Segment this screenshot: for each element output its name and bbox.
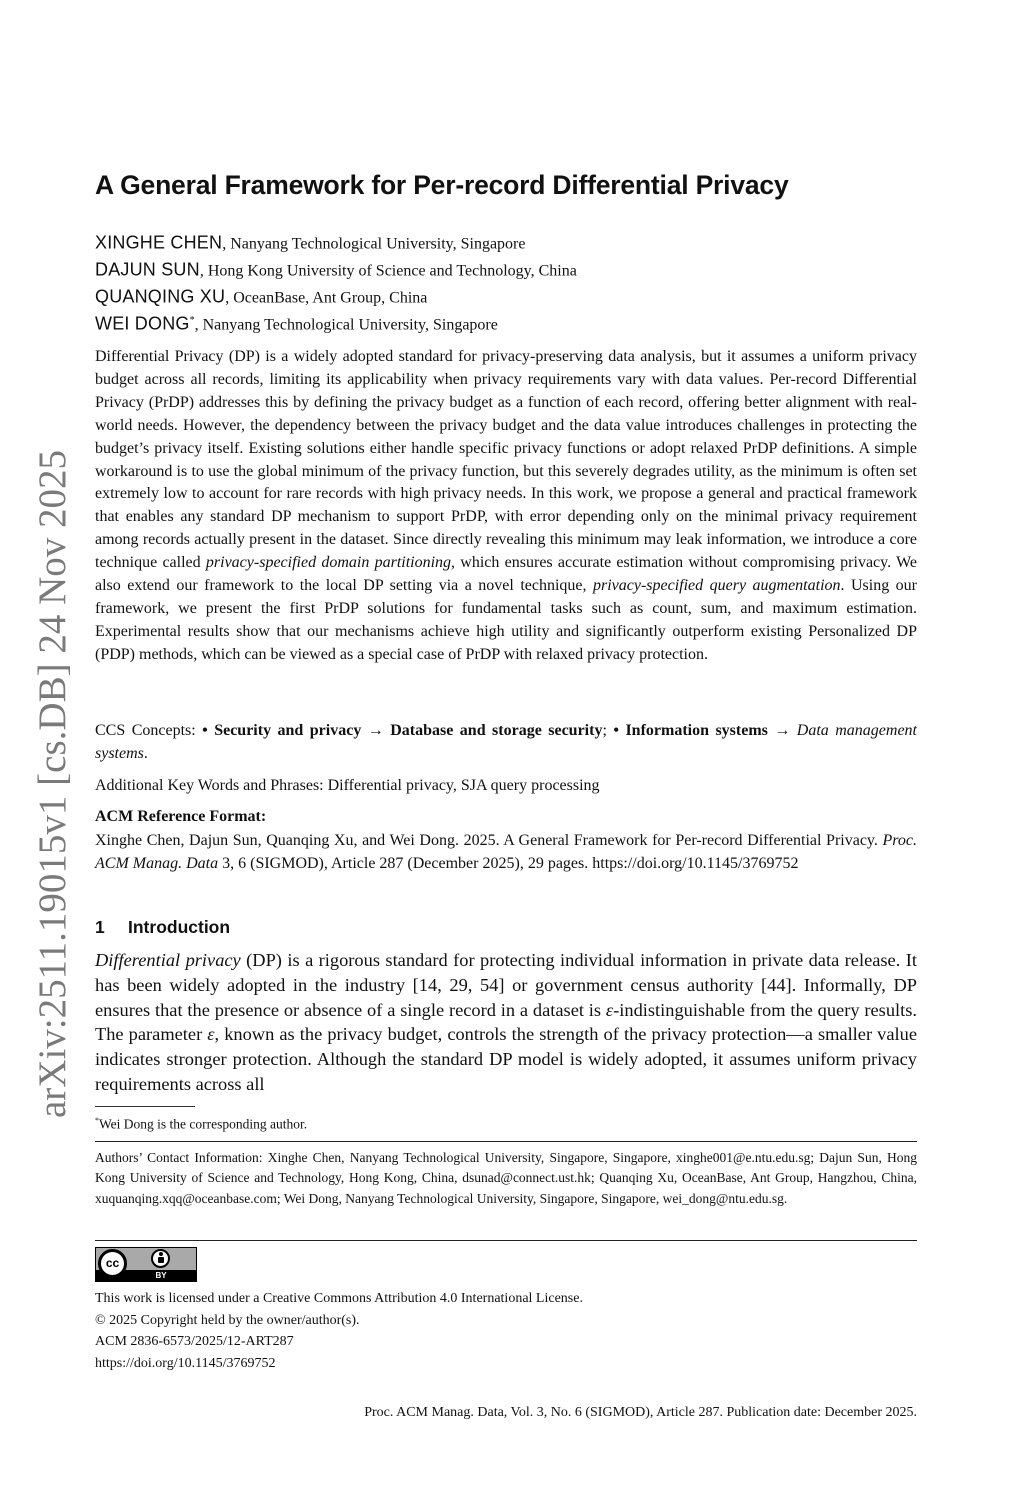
ccs-concepts bbox=[95, 720, 917, 765]
license-block bbox=[95, 1288, 583, 1374]
ccs-bullet: • bbox=[613, 722, 626, 739]
abstract-text: Differential Privacy (DP) is a widely adopted standard for privacy-preserving data analysis, but it assumes a uniform privacy budget across all records, limiting its applicability when privacy requirements vary with data values. Per-record Differential Privacy (PrDP) addresses this by defining the privacy budget as a function of each record, offering better alignment with real-world needs. However, the dependency between the privacy budget and the data value introduces challenges in protecting the budget’s privacy itself. Existing solutions either handle specific privacy functions or adopt relaxed PrDP definitions. A simple workaround is to use the global minimum of the privacy function, but this severely degrades utility, as the minimum is often set extremely low to account for rare records with high privacy needs. In this work, we propose a general and practical framework that enables any standard DP mechanism to support PrDP, with error depending only on the minimal privacy requirement among records actually present in the dataset. Since directly revealing this minimum may leak information, we introduce a core technique called bbox=[95, 348, 917, 572]
acm-id-line: ACM 2836-6573/2025/12-ART287 bbox=[95, 1334, 294, 1349]
footnote bbox=[95, 1112, 307, 1134]
intro-term: Differential privacy bbox=[95, 950, 241, 970]
author-name: WEI DONG bbox=[95, 313, 190, 334]
reference-journal: Proc. ACM Manag. Data bbox=[95, 832, 917, 872]
ccs-concept: Security and privacy bbox=[214, 722, 362, 739]
cc-icon-text: cc bbox=[105, 1256, 120, 1270]
footnote-divider bbox=[95, 1106, 195, 1107]
ccs-separator: ; bbox=[602, 722, 614, 739]
ccs-concept: Data management systems bbox=[95, 722, 918, 762]
contact-top-divider bbox=[95, 1141, 917, 1142]
by-label: BY bbox=[155, 1271, 167, 1280]
author-entry bbox=[95, 280, 577, 307]
section-heading bbox=[95, 917, 230, 938]
ccs-bullet: • bbox=[202, 722, 215, 739]
reference-heading: ACM Reference Format: bbox=[95, 808, 267, 825]
author-mark: * bbox=[189, 315, 195, 326]
attribution-person-icon bbox=[151, 1249, 170, 1268]
reference-part: 3, 6 (SIGMOD), Article 287 (December 2025), 29 pages. https://doi.org/10.1145/3769752 bbox=[218, 854, 799, 872]
author-name: QUANQING XU bbox=[95, 286, 226, 307]
reference-part: Xinghe Chen, Dajun Sun, Quanqing Xu, and Wei Dong. 2025. A General Framework for Per-record Differential Privacy. bbox=[95, 832, 883, 849]
abstract-emphasis: privacy-specified domain partitioning bbox=[205, 554, 452, 572]
author-name: XINGHE CHEN bbox=[95, 232, 223, 253]
author-affiliation: , Nanyang Technological University, Singapore bbox=[222, 235, 526, 253]
intro-paragraph bbox=[95, 948, 917, 1097]
section-title: Introduction bbox=[128, 917, 231, 937]
arxiv-id-text: arXiv:2511.19015v1 [cs.DB] 24 Nov 2025 bbox=[31, 450, 74, 1118]
contact-bottom-divider bbox=[95, 1240, 917, 1241]
author-affiliation: , Hong Kong University of Science and Technology, China bbox=[199, 262, 577, 280]
abstract-text: , which ensures accurate estimation without compromising privacy. We also extend our framework to the local DP setting via a novel technique, bbox=[95, 554, 918, 595]
author-entry bbox=[95, 253, 577, 280]
ccs-concept: Information systems bbox=[625, 722, 768, 739]
doi-line: https://doi.org/10.1145/3769752 bbox=[95, 1355, 276, 1371]
author-list bbox=[95, 226, 577, 334]
author-affiliation: , Nanyang Technological University, Singapore bbox=[194, 316, 498, 334]
ccs-label: CCS Concepts: bbox=[95, 722, 203, 739]
ccs-arrow: → bbox=[767, 722, 797, 739]
person-body-shape bbox=[158, 1257, 164, 1263]
author-affiliation: , OceanBase, Ant Group, China bbox=[225, 289, 428, 307]
intro-text: , known as the privacy budget, controls the strength of the privacy protection—a smaller value indicates stronger protection. Although the standard DP model is widely adopted, it assumes uniform privacy requirements across all bbox=[95, 1024, 917, 1094]
section-number: 1 bbox=[95, 917, 105, 937]
license-line: This work is licensed under a Creative Commons Attribution 4.0 International License. bbox=[95, 1291, 583, 1306]
ccs-arrow: → bbox=[361, 722, 391, 739]
abstract-emphasis: privacy-specified query augmentation bbox=[592, 577, 841, 595]
author-name: DAJUN SUN bbox=[95, 259, 200, 280]
epsilon-symbol: ε bbox=[207, 1024, 215, 1045]
ccs-end: . bbox=[143, 744, 148, 762]
author-entry bbox=[95, 226, 577, 253]
author-entry bbox=[95, 307, 577, 334]
epsilon-symbol: ε bbox=[605, 999, 614, 1020]
cc-by-license-badge bbox=[95, 1247, 197, 1282]
copyright-line: © 2025 Copyright held by the owner/author(s). bbox=[95, 1312, 360, 1328]
paper-title: A General Framework for Per-record Differential Privacy bbox=[95, 170, 789, 200]
ccs-concept: Database and storage security bbox=[390, 722, 603, 739]
keywords: Additional Key Words and Phrases: Differential privacy, SJA query processing bbox=[95, 777, 600, 794]
footnote-text: Wei Dong is the corresponding author. bbox=[99, 1116, 308, 1132]
abstract bbox=[95, 346, 917, 667]
author-contact-info: Authors’ Contact Information: Xinghe Chen, Nanyang Technological University, Singapore, Singapore, xinghe001@e.ntu.edu.sg; Dajun Sun, Hong Kong University of Science and Technology, Hong Kong, China, dsunad@connect.ust.hk; Quanqing Xu, OceanBase, Ant Group, Hangzhou, China, xuquanqing.xqq@oceanbase.com; Wei Dong, Nanyang Technological University, Singapore, Singapore, wei_dong@ntu.edu.sg. bbox=[95, 1150, 917, 1206]
footnote-mark: * bbox=[95, 1116, 99, 1125]
abstract-text: . Using our framework, we present the first PrDP solutions for fundamental tasks such as count, sum, and maximum estimation. Experimental results show that our mechanisms achieve high utility and significantly outperform existing Personalized DP (PDP) methods, which can be viewed as a special case of PrDP with relaxed privacy protection. bbox=[95, 577, 918, 663]
person-head-shape bbox=[159, 1252, 163, 1256]
intro-text: -indistinguishable from the query results. The parameter bbox=[95, 999, 917, 1045]
arxiv-sidebar-stamp bbox=[28, 450, 78, 1118]
page-footer: Proc. ACM Manag. Data, Vol. 3, No. 6 (SIGMOD), Article 287. Publication date: December 2025. bbox=[364, 1405, 917, 1420]
cc-icon bbox=[98, 1249, 127, 1278]
intro-text: (DP) is a rigorous standard for protecting individual information in private data release. It has been widely adopted in the industry [14, 29, 54] or government census authority [44]. Informally, DP ensures that the presence or absence of a single record in a dataset is bbox=[95, 950, 917, 1020]
reference-text bbox=[95, 830, 917, 876]
